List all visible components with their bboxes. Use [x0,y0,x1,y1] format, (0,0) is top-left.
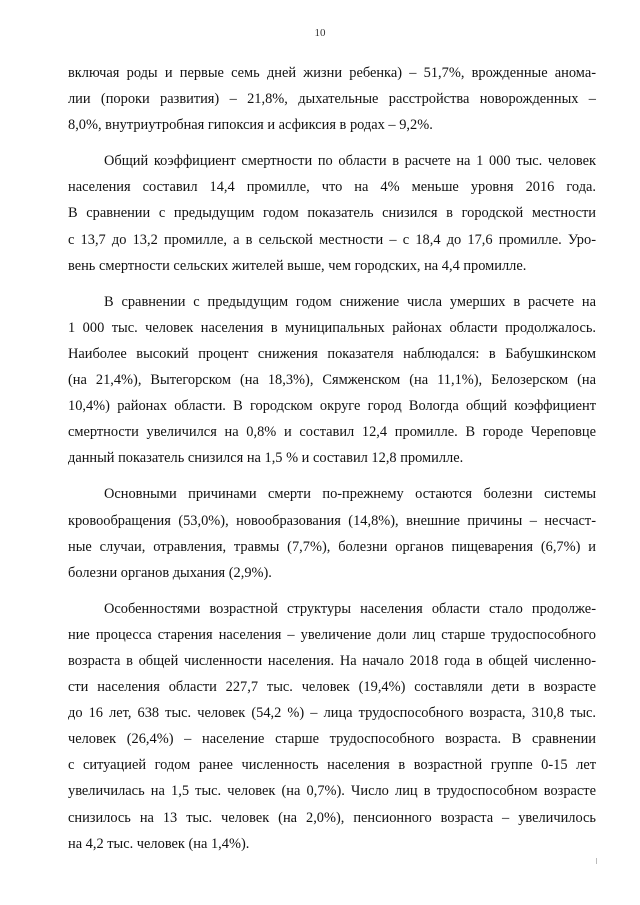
text-line: (на 21,4%), Вытегорском (на 18,3%), Сямженском (на 11,1%), Белозерском (на [68,372,596,389]
text-line: данный показатель снизился на 1,5 % и составил 12,8 промилле. [68,450,464,467]
text-line: Особенностями возрастной структуры населения области стало продолже- [104,600,596,617]
paragraph [68,148,596,278]
paragraph [68,481,596,585]
text-line: снизилось на 13 тыс. человек (на 2,0%), пенсионного возраста – увеличилось [68,809,596,826]
text-line: кровообращения (53,0%), новообразования (14,8%), внешние причины – несчаст- [68,512,596,529]
text-line: 8,0%, внутриутробная гипоксия и асфиксия в родах – 9,2%. [68,117,433,134]
document-body [68,60,596,857]
paragraph [68,596,596,857]
text-line: 10,4%) районах области. В городском округе город Вологда общий коэффициент [68,398,596,415]
text-line: 1 000 тыс. человек населения в муниципальных районах области продолжалось. [68,319,596,336]
text-line: увеличилась на 1,5 тыс. человек (на 0,7%). Число лиц в трудоспособном возрасте [68,783,596,800]
text-line: на 4,2 тыс. человек (на 1,4%). [68,835,250,852]
text-line: Наиболее высокий процент снижения показателя наблюдался: в Бабушкинском [68,345,596,362]
text-line: с 13,7 до 13,2 промилле, а в сельской местности – с 18,4 до 17,6 промилле. Уро- [68,231,596,248]
text-line: ние процесса старения населения – увеличение доли лиц старше трудоспособного [68,626,596,643]
scan-edge-mark [596,858,597,864]
paragraph [68,60,596,138]
page-number: 10 [314,27,326,39]
text-line: смертности увеличился на 0,8% и составил 12,4 промилле. В городе Череповце [68,424,596,441]
text-line: населения составил 14,4 промилле, что на 4% меньше уровня 2016 года. [68,179,596,196]
text-line: с ситуацией годом ранее численность населения в возрастной группе 0-15 лет [68,757,596,774]
text-line: Основными причинами смерти по-прежнему остаются болезни системы [104,486,596,503]
text-line: включая роды и первые семь дней жизни ребенка) – 51,7%, врожденные анома- [68,65,596,81]
text-line: сти населения области 227,7 тыс. человек (19,4%) составляли дети в возрасте [68,679,596,696]
text-line: лии (пороки развития) – 21,8%, дыхательные расстройства новорожденных – [68,91,596,108]
text-line: до 16 лет, 638 тыс. человек (54,2 %) – лица трудоспособного возраста, 310,8 тыс. [68,705,596,722]
text-line: ные случаи, отравления, травмы (7,7%), болезни органов пищеварения (6,7%) и [68,538,596,555]
text-line: Общий коэффициент смертности по области в расчете на 1 000 тыс. человек [104,153,596,170]
paragraph [68,289,596,472]
text-line: человек (26,4%) – население старше трудоспособного возраста. В сравнении [68,731,596,748]
text-line: В сравнении с предыдущим годом показатель снизился в городской местности [68,205,596,222]
text-line: болезни органов дыхания (2,9%). [68,564,272,581]
text-line: В сравнении с предыдущим годом снижение числа умерших в расчете на [104,293,596,310]
text-line: вень смертности сельских жителей выше, чем городских, на 4,4 промилле. [68,257,527,274]
text-line: возраста в общей численности населения. На начало 2018 года в общей численно- [68,652,596,669]
